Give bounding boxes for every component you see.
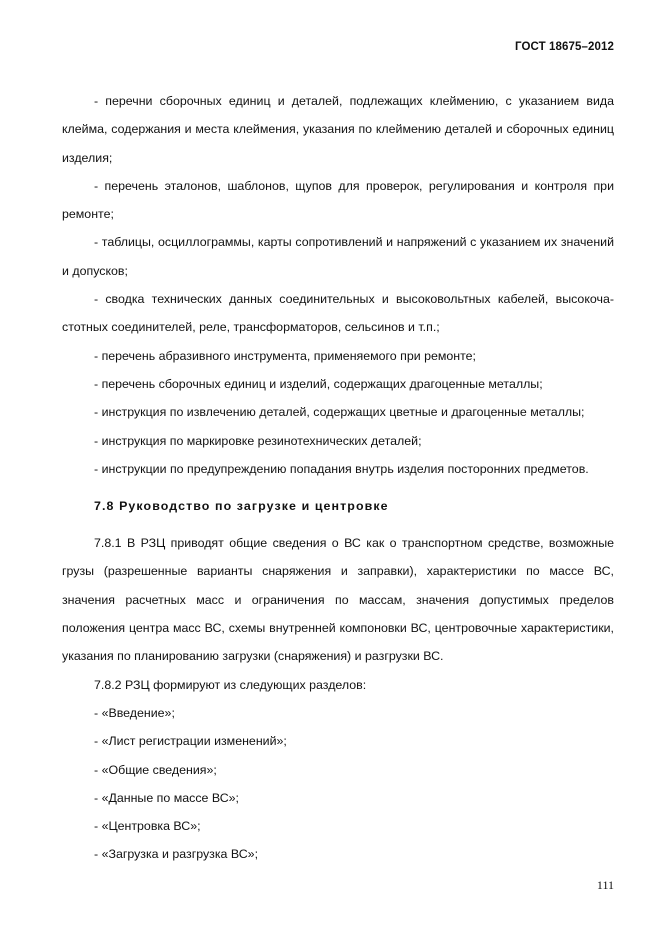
list-item: - инструкция по маркировке резинотехнических деталей; — [94, 433, 422, 448]
section-list-item: - «Данные по массе ВС»; — [94, 790, 239, 805]
list-item: - перечень абразивного инструмента, применяемого при ремонте; — [94, 348, 476, 363]
paragraph-7-8-1: 7.8.1 В РЗЦ приводят общие сведения о ВС как о транспортном средстве, возможные грузы (разрешенные варианты снаряжения и заправки), характеристики по массе ВС, значения расчетных масс и ограничения по массам, значения допустимых пределов положения центра масс ВС, схемы внутренней компоновки ВС, центровочные характеристики, указания по планированию загрузки (снаряжения) и разгрузки ВС. — [62, 536, 614, 664]
list-item: - инструкция по извлечению деталей, содержащих цветные и драгоценные металлы; — [94, 405, 585, 420]
section-list-item: - «Введение»; — [94, 705, 175, 720]
list-item: - сводка технических данных соединительных и высоковольтных кабелей, высокочастотных соединителей, реле, трансформаторов, сельсинов и т.п.; — [62, 292, 614, 335]
section-list-item: - «Центровка ВС»; — [94, 819, 201, 834]
section-list-item: - «Лист регистрации изменений»; — [94, 734, 287, 749]
page-content — [62, 87, 614, 869]
page-number: 111 — [596, 878, 614, 892]
standard-header: ГОСТ 18675–2012 — [514, 41, 614, 53]
list-item: - перечни сборочных единиц и деталей, подлежащих клеймению, с указанием вида клейма, содержания и места клеймения, указания по клеймению деталей и сборочных единиц изделия; — [62, 94, 614, 165]
list-item: - перечень эталонов, шаблонов, щупов для проверок, регулирования и контроля при ремонте; — [62, 178, 614, 222]
section-heading: 7.8 Руководство по загрузке и центровке — [94, 499, 389, 514]
paragraph-7-8-2: 7.8.2 РЗЦ формируют из следующих разделов: — [94, 677, 367, 692]
list-item: - перечень сборочных единиц и изделий, содержащих драгоценные металлы; — [94, 376, 543, 391]
section-list-item: - «Общие сведения»; — [94, 762, 217, 777]
section-list-item: - «Загрузка и разгрузка ВС»; — [94, 847, 259, 862]
list-item: - инструкции по предупреждению попадания внутрь изделия посторонних предметов. — [94, 461, 589, 476]
list-item: - таблицы, осциллограммы, карты сопротивлений и напряжений с указанием их значений и допусков; — [62, 235, 614, 278]
